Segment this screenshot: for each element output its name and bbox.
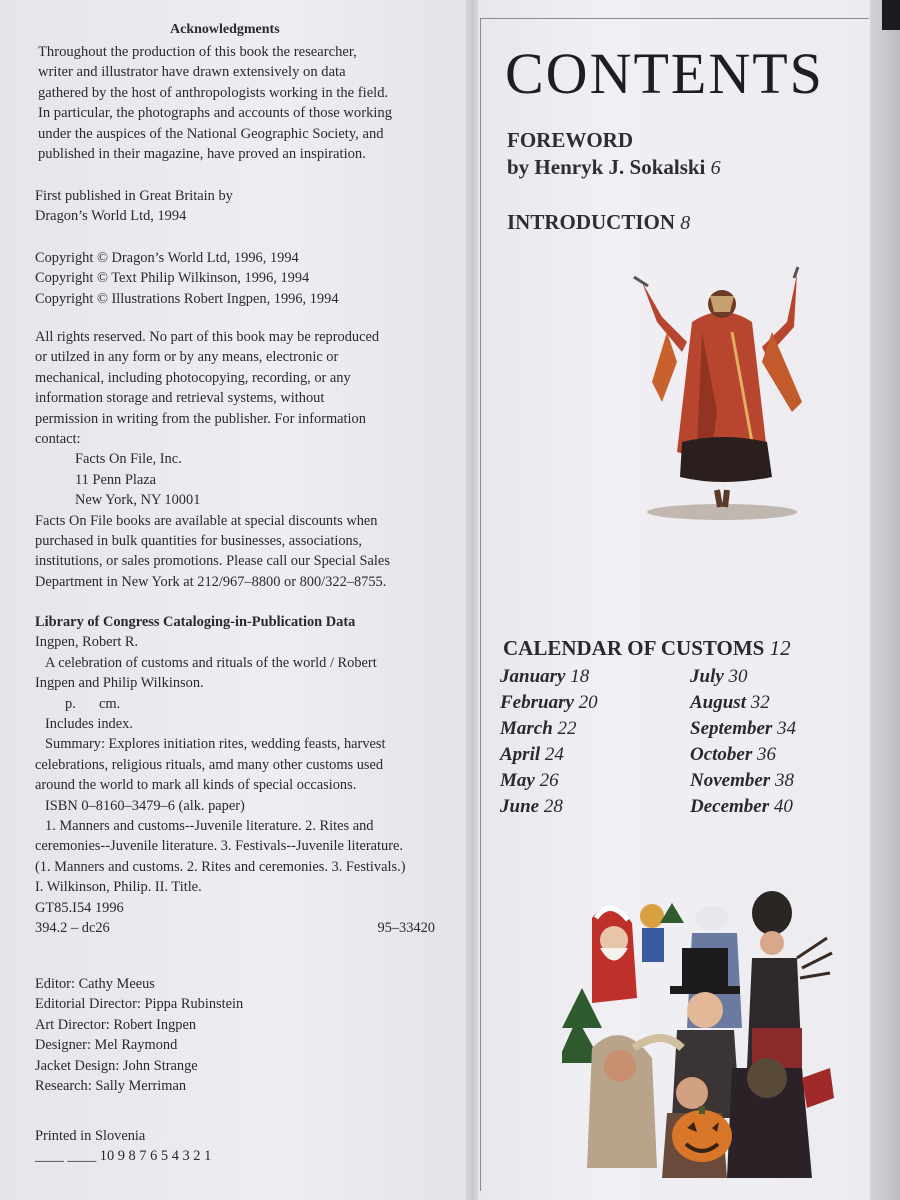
page-edge [870,0,900,1200]
toc-month: June 28 [500,796,563,817]
first-published-note: First published in Great Britain by Dragon’s World Ltd, 1994 [35,188,233,225]
rights-reserved-notice: All rights reserved. No part of this book may be reproduced or utilzed in any form or by any means, electronic or mechanical, including photocopying, recording, or any information storage and retrieval systems, without permission in writing from the publisher. For information contact: Facts On File, Inc. 11 Penn Plaza New York, NY 10001 Facts On File books are available at special discounts when purchased in bulk quantities for businesses, associations, institutions, or sales promotions. Please call our Special Sales Department in New York at 212/967–8800 or 800/322–8755. [35,329,390,590]
toc-month: March 22 [500,718,577,739]
cataloging-heading: Library of Congress Cataloging-in-Publication Data [35,614,356,630]
toc-calendar-of-customs: CALENDAR OF CUSTOMS 12 [503,636,791,660]
toc-month: May 26 [500,770,559,791]
cataloging-data: Library of Congress Cataloging-in-Publication Data Ingpen, Robert R. A celebration of customs and rituals of the world / Robert Ingpen and Philip Wilkinson. p. cm. Includes index. Summary: Explores initiation rites, wedding feasts, harvest celebrations, religious rituals, amd many other customs used around the world to mark all kinds of special occasions. ISBN 0–8160–3479–6 (alk. paper) 1. Manners and customs--Juvenile literature. 2. Rites and ceremonies--Juvenile literature. 3. Festivals--Juvenile literature. (1. Manners and customs. 2. Rites and ceremonies. 3. Festivals.) I. Wilkinson, Philip. II. Title. GT85.I54 1996 394.2 – dc26 95–33420 [35,614,435,937]
toc-month: September 34 [690,718,797,739]
credits-list: Editor: Cathy Meeus Editorial Director: Pippa Rubinstein Art Director: Robert Ingpen Designer: Mel Raymond Jacket Design: John Strange Research: Sally Merriman [35,976,244,1095]
months-column-left [500,664,598,820]
toc-month: December 40 [690,796,793,817]
toc-introduction: INTRODUCTION 8 [507,210,691,234]
toc-month: August 32 [690,692,770,713]
printing-info: Printed in Slovenia ____ ____ 10 9 8 7 6 5 4 3 2 1 [35,1128,212,1165]
customs-group-illustration [562,878,840,1178]
toc-month: January 18 [500,666,590,687]
months-column-right [690,664,796,820]
toc-month: February 20 [500,692,598,713]
toc-month: July 30 [690,666,748,687]
acknowledgments-text: Throughout the production of this book the researcher, writer and illustrator have drawn extensively on data gathered by the host of anthropologists working in the field. In particular, the photographs and accounts of those working under the auspices of the National Geographic Society, and published in their magazine, have proved an inspiration. [38,44,393,163]
dancer-illustration [622,262,822,532]
toc-month: April 24 [500,744,564,765]
toc-month: November 38 [690,770,794,791]
contents-title: CONTENTS [505,41,824,106]
toc-foreword: FOREWORD by Henryk J. Sokalski 6 [507,128,721,179]
publisher-address: Facts On File, Inc. 11 Penn Plaza New York, NY 10001 [75,451,201,509]
copyright-notice: Copyright © Dragon’s World Ltd, 1996, 1994 Copyright © Text Philip Wilkinson, 1996, 1994 Copyright © Illustrations Robert Ingpen, 1996, 1994 [35,250,339,307]
toc-month: October 36 [690,744,777,765]
acknowledgments-heading: Acknowledgments [170,22,280,37]
